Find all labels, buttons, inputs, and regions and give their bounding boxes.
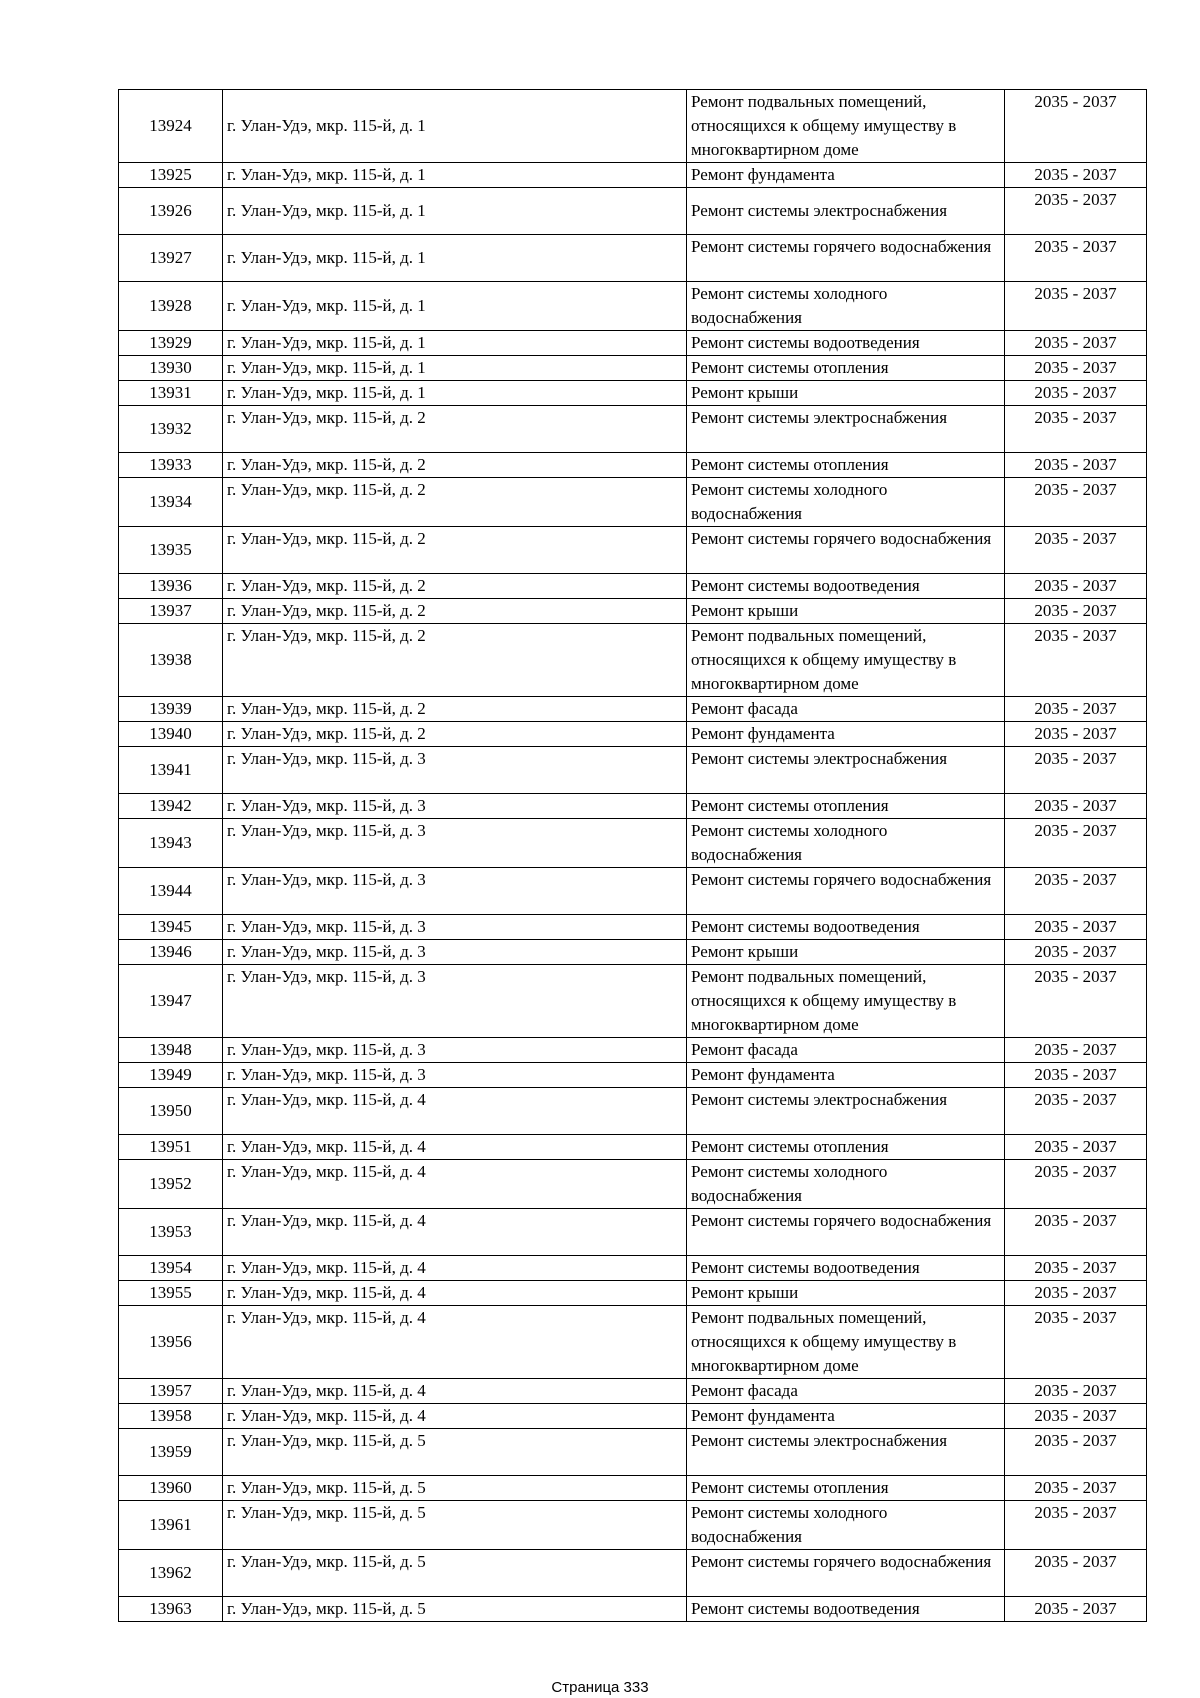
table-row: [119, 794, 1147, 819]
cell-period: 2035 - 2037: [1005, 819, 1147, 868]
cell-address: г. Улан-Удэ, мкр. 115-й, д. 1: [223, 163, 687, 188]
cell-number: 13941: [119, 747, 223, 794]
cell-number: 13947: [119, 965, 223, 1038]
table-row: [119, 356, 1147, 381]
cell-work-type: Ремонт системы электроснабжения: [687, 1429, 1005, 1476]
cell-period: 2035 - 2037: [1005, 1379, 1147, 1404]
cell-period: 2035 - 2037: [1005, 599, 1147, 624]
cell-period: 2035 - 2037: [1005, 722, 1147, 747]
cell-address: г. Улан-Удэ, мкр. 115-й, д. 2: [223, 527, 687, 574]
table-row: [119, 478, 1147, 527]
cell-number: 13960: [119, 1476, 223, 1501]
cell-work-type: Ремонт системы электроснабжения: [687, 188, 1005, 235]
table-row: [119, 1038, 1147, 1063]
cell-period: 2035 - 2037: [1005, 965, 1147, 1038]
cell-work-type: Ремонт системы холодного водоснабжения: [687, 1501, 1005, 1550]
cell-work-type: Ремонт системы отопления: [687, 356, 1005, 381]
table-row: [119, 819, 1147, 868]
table-row: [119, 406, 1147, 453]
cell-work-type: Ремонт системы отопления: [687, 1135, 1005, 1160]
cell-number: 13962: [119, 1550, 223, 1597]
cell-number: 13956: [119, 1306, 223, 1379]
cell-period: 2035 - 2037: [1005, 381, 1147, 406]
cell-period: 2035 - 2037: [1005, 1256, 1147, 1281]
cell-period: 2035 - 2037: [1005, 574, 1147, 599]
cell-address: г. Улан-Удэ, мкр. 115-й, д. 4: [223, 1256, 687, 1281]
table-row: [119, 90, 1147, 163]
cell-address: г. Улан-Удэ, мкр. 115-й, д. 2: [223, 697, 687, 722]
cell-period: 2035 - 2037: [1005, 1063, 1147, 1088]
table-row: [119, 1501, 1147, 1550]
cell-period: 2035 - 2037: [1005, 1404, 1147, 1429]
cell-period: 2035 - 2037: [1005, 1281, 1147, 1306]
cell-work-type: Ремонт системы горячего водоснабжения: [687, 527, 1005, 574]
table-row: [119, 1429, 1147, 1476]
cell-number: 13945: [119, 915, 223, 940]
cell-address: г. Улан-Удэ, мкр. 115-й, д. 3: [223, 940, 687, 965]
table-row: [119, 331, 1147, 356]
table-row: [119, 1597, 1147, 1622]
cell-address: г. Улан-Удэ, мкр. 115-й, д. 3: [223, 1038, 687, 1063]
table-row: [119, 163, 1147, 188]
cell-address: г. Улан-Удэ, мкр. 115-й, д. 5: [223, 1550, 687, 1597]
cell-number: 13925: [119, 163, 223, 188]
cell-address: г. Улан-Удэ, мкр. 115-й, д. 4: [223, 1306, 687, 1379]
cell-address: г. Улан-Удэ, мкр. 115-й, д. 2: [223, 599, 687, 624]
cell-address: г. Улан-Удэ, мкр. 115-й, д. 4: [223, 1209, 687, 1256]
cell-period: 2035 - 2037: [1005, 1550, 1147, 1597]
cell-number: 13963: [119, 1597, 223, 1622]
cell-period: 2035 - 2037: [1005, 1501, 1147, 1550]
table-row: [119, 940, 1147, 965]
cell-number: 13942: [119, 794, 223, 819]
cell-number: 13952: [119, 1160, 223, 1209]
cell-work-type: Ремонт системы водоотведения: [687, 574, 1005, 599]
cell-work-type: Ремонт системы горячего водоснабжения: [687, 1550, 1005, 1597]
cell-period: 2035 - 2037: [1005, 282, 1147, 331]
cell-number: 13943: [119, 819, 223, 868]
cell-number: 13934: [119, 478, 223, 527]
cell-period: 2035 - 2037: [1005, 453, 1147, 478]
cell-number: 13927: [119, 235, 223, 282]
cell-work-type: Ремонт системы горячего водоснабжения: [687, 1209, 1005, 1256]
cell-number: 13926: [119, 188, 223, 235]
cell-work-type: Ремонт системы водоотведения: [687, 915, 1005, 940]
cell-work-type: Ремонт крыши: [687, 381, 1005, 406]
cell-work-type: Ремонт крыши: [687, 599, 1005, 624]
cell-work-type: Ремонт подвальных помещений, относящихся к общему имуществу в многоквартирном доме: [687, 965, 1005, 1038]
cell-period: 2035 - 2037: [1005, 163, 1147, 188]
cell-work-type: Ремонт системы электроснабжения: [687, 406, 1005, 453]
cell-work-type: Ремонт системы горячего водоснабжения: [687, 868, 1005, 915]
table-row: [119, 1135, 1147, 1160]
cell-period: 2035 - 2037: [1005, 1135, 1147, 1160]
cell-period: 2035 - 2037: [1005, 1597, 1147, 1622]
cell-period: 2035 - 2037: [1005, 356, 1147, 381]
cell-work-type: Ремонт системы водоотведения: [687, 331, 1005, 356]
cell-work-type: Ремонт фундамента: [687, 1063, 1005, 1088]
cell-address: г. Улан-Удэ, мкр. 115-й, д. 3: [223, 819, 687, 868]
cell-work-type: Ремонт системы холодного водоснабжения: [687, 282, 1005, 331]
table-body: [119, 90, 1147, 1622]
cell-number: 13933: [119, 453, 223, 478]
cell-work-type: Ремонт системы холодного водоснабжения: [687, 1160, 1005, 1209]
cell-number: 13951: [119, 1135, 223, 1160]
cell-address: г. Улан-Удэ, мкр. 115-й, д. 3: [223, 915, 687, 940]
cell-period: 2035 - 2037: [1005, 235, 1147, 282]
cell-period: 2035 - 2037: [1005, 1038, 1147, 1063]
cell-work-type: Ремонт фундамента: [687, 722, 1005, 747]
cell-number: 13924: [119, 90, 223, 163]
table-row: [119, 1063, 1147, 1088]
cell-number: 13937: [119, 599, 223, 624]
cell-period: 2035 - 2037: [1005, 794, 1147, 819]
cell-period: 2035 - 2037: [1005, 1306, 1147, 1379]
cell-address: г. Улан-Удэ, мкр. 115-й, д. 1: [223, 90, 687, 163]
cell-number: 13931: [119, 381, 223, 406]
cell-address: г. Улан-Удэ, мкр. 115-й, д. 2: [223, 624, 687, 697]
cell-address: г. Улан-Удэ, мкр. 115-й, д. 1: [223, 188, 687, 235]
cell-address: г. Улан-Удэ, мкр. 115-й, д. 3: [223, 794, 687, 819]
cell-number: 13946: [119, 940, 223, 965]
cell-number: 13930: [119, 356, 223, 381]
cell-number: 13928: [119, 282, 223, 331]
table-row: [119, 1088, 1147, 1135]
cell-work-type: Ремонт системы отопления: [687, 1476, 1005, 1501]
cell-address: г. Улан-Удэ, мкр. 115-й, д. 4: [223, 1281, 687, 1306]
cell-address: г. Улан-Удэ, мкр. 115-й, д. 4: [223, 1379, 687, 1404]
table-row: [119, 381, 1147, 406]
cell-address: г. Улан-Удэ, мкр. 115-й, д. 4: [223, 1088, 687, 1135]
cell-address: г. Улан-Удэ, мкр. 115-й, д. 2: [223, 574, 687, 599]
cell-address: г. Улан-Удэ, мкр. 115-й, д. 3: [223, 747, 687, 794]
table-row: [119, 599, 1147, 624]
repair-schedule-table: [118, 89, 1147, 1622]
cell-period: 2035 - 2037: [1005, 868, 1147, 915]
cell-address: г. Улан-Удэ, мкр. 115-й, д. 4: [223, 1160, 687, 1209]
cell-period: 2035 - 2037: [1005, 747, 1147, 794]
cell-work-type: Ремонт системы водоотведения: [687, 1597, 1005, 1622]
cell-address: г. Улан-Удэ, мкр. 115-й, д. 5: [223, 1597, 687, 1622]
table-row: [119, 1379, 1147, 1404]
cell-work-type: Ремонт системы отопления: [687, 453, 1005, 478]
cell-period: 2035 - 2037: [1005, 1476, 1147, 1501]
table-row: [119, 453, 1147, 478]
table-row: [119, 915, 1147, 940]
cell-number: 13958: [119, 1404, 223, 1429]
table-row: [119, 965, 1147, 1038]
table-row: [119, 1404, 1147, 1429]
cell-address: г. Улан-Удэ, мкр. 115-й, д. 3: [223, 1063, 687, 1088]
cell-number: 13954: [119, 1256, 223, 1281]
cell-number: 13940: [119, 722, 223, 747]
cell-work-type: Ремонт фасада: [687, 1038, 1005, 1063]
cell-work-type: Ремонт системы горячего водоснабжения: [687, 235, 1005, 282]
cell-number: 13938: [119, 624, 223, 697]
cell-period: 2035 - 2037: [1005, 1429, 1147, 1476]
cell-period: 2035 - 2037: [1005, 940, 1147, 965]
table-row: [119, 188, 1147, 235]
cell-work-type: Ремонт подвальных помещений, относящихся к общему имуществу в многоквартирном доме: [687, 90, 1005, 163]
cell-period: 2035 - 2037: [1005, 1088, 1147, 1135]
cell-number: 13957: [119, 1379, 223, 1404]
table-row: [119, 1256, 1147, 1281]
cell-work-type: Ремонт фасада: [687, 1379, 1005, 1404]
table-row: [119, 1550, 1147, 1597]
table-row: [119, 527, 1147, 574]
table-row: [119, 868, 1147, 915]
table-row: [119, 624, 1147, 697]
cell-number: 13939: [119, 697, 223, 722]
cell-number: 13948: [119, 1038, 223, 1063]
cell-work-type: Ремонт крыши: [687, 1281, 1005, 1306]
cell-address: г. Улан-Удэ, мкр. 115-й, д. 2: [223, 406, 687, 453]
cell-address: г. Улан-Удэ, мкр. 115-й, д. 1: [223, 282, 687, 331]
cell-address: г. Улан-Удэ, мкр. 115-й, д. 1: [223, 235, 687, 282]
cell-number: 13936: [119, 574, 223, 599]
cell-work-type: Ремонт системы холодного водоснабжения: [687, 478, 1005, 527]
cell-number: 13959: [119, 1429, 223, 1476]
cell-work-type: Ремонт системы электроснабжения: [687, 1088, 1005, 1135]
cell-period: 2035 - 2037: [1005, 1160, 1147, 1209]
cell-address: г. Улан-Удэ, мкр. 115-й, д. 5: [223, 1429, 687, 1476]
cell-work-type: Ремонт подвальных помещений, относящихся к общему имуществу в многоквартирном доме: [687, 1306, 1005, 1379]
table-row: [119, 235, 1147, 282]
table-row: [119, 1306, 1147, 1379]
cell-number: 13929: [119, 331, 223, 356]
cell-address: г. Улан-Удэ, мкр. 115-й, д. 2: [223, 722, 687, 747]
cell-work-type: Ремонт подвальных помещений, относящихся к общему имуществу в многоквартирном доме: [687, 624, 1005, 697]
cell-period: 2035 - 2037: [1005, 331, 1147, 356]
cell-number: 13932: [119, 406, 223, 453]
cell-period: 2035 - 2037: [1005, 1209, 1147, 1256]
cell-address: г. Улан-Удэ, мкр. 115-й, д. 1: [223, 331, 687, 356]
cell-period: 2035 - 2037: [1005, 624, 1147, 697]
cell-number: 13961: [119, 1501, 223, 1550]
table-row: [119, 1160, 1147, 1209]
table-row: [119, 1476, 1147, 1501]
cell-period: 2035 - 2037: [1005, 915, 1147, 940]
table-row: [119, 574, 1147, 599]
cell-work-type: Ремонт системы отопления: [687, 794, 1005, 819]
cell-address: г. Улан-Удэ, мкр. 115-й, д. 2: [223, 478, 687, 527]
table-row: [119, 1281, 1147, 1306]
cell-period: 2035 - 2037: [1005, 188, 1147, 235]
cell-period: 2035 - 2037: [1005, 478, 1147, 527]
cell-work-type: Ремонт фасада: [687, 697, 1005, 722]
cell-address: г. Улан-Удэ, мкр. 115-й, д. 2: [223, 453, 687, 478]
table-row: [119, 697, 1147, 722]
cell-work-type: Ремонт системы электроснабжения: [687, 747, 1005, 794]
cell-address: г. Улан-Удэ, мкр. 115-й, д. 3: [223, 965, 687, 1038]
cell-work-type: Ремонт системы водоотведения: [687, 1256, 1005, 1281]
cell-number: 13935: [119, 527, 223, 574]
cell-number: 13949: [119, 1063, 223, 1088]
cell-number: 13953: [119, 1209, 223, 1256]
cell-number: 13955: [119, 1281, 223, 1306]
cell-address: г. Улан-Удэ, мкр. 115-й, д. 5: [223, 1501, 687, 1550]
table-row: [119, 722, 1147, 747]
cell-period: 2035 - 2037: [1005, 406, 1147, 453]
cell-address: г. Улан-Удэ, мкр. 115-й, д. 1: [223, 356, 687, 381]
cell-number: 13944: [119, 868, 223, 915]
cell-period: 2035 - 2037: [1005, 697, 1147, 722]
cell-work-type: Ремонт фундамента: [687, 163, 1005, 188]
page-number: Страница 333: [551, 1679, 649, 1696]
cell-address: г. Улан-Удэ, мкр. 115-й, д. 3: [223, 868, 687, 915]
cell-address: г. Улан-Удэ, мкр. 115-й, д. 4: [223, 1404, 687, 1429]
cell-period: 2035 - 2037: [1005, 90, 1147, 163]
cell-work-type: Ремонт крыши: [687, 940, 1005, 965]
cell-work-type: Ремонт фундамента: [687, 1404, 1005, 1429]
table-row: [119, 747, 1147, 794]
table-row: [119, 1209, 1147, 1256]
cell-address: г. Улан-Удэ, мкр. 115-й, д. 1: [223, 381, 687, 406]
cell-period: 2035 - 2037: [1005, 527, 1147, 574]
cell-address: г. Улан-Удэ, мкр. 115-й, д. 4: [223, 1135, 687, 1160]
cell-work-type: Ремонт системы холодного водоснабжения: [687, 819, 1005, 868]
cell-address: г. Улан-Удэ, мкр. 115-й, д. 5: [223, 1476, 687, 1501]
table-row: [119, 282, 1147, 331]
cell-number: 13950: [119, 1088, 223, 1135]
